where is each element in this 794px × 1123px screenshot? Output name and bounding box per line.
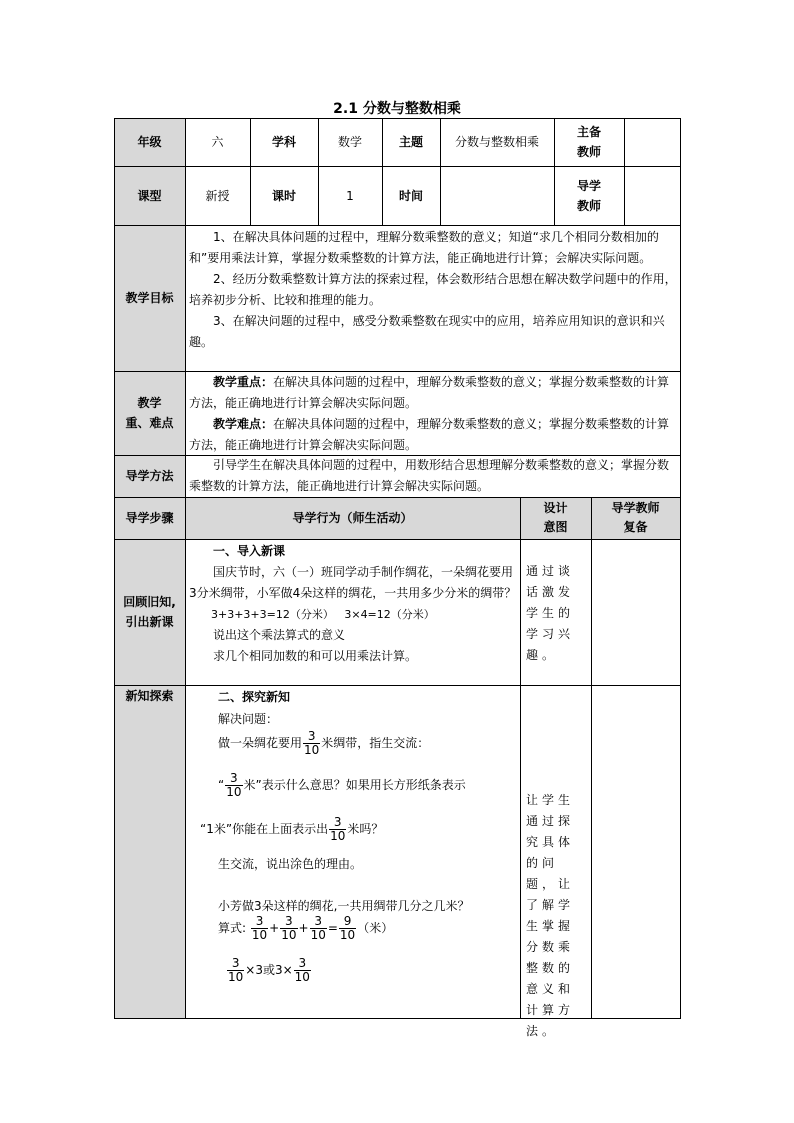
formula-label: 算式: (218, 921, 247, 935)
method-label: 导学方法 (125, 469, 174, 483)
topic-value: 分数与整数相乘 (454, 135, 539, 149)
numerator: 3 (225, 772, 242, 786)
difficult-title: 教学难点： (213, 417, 274, 431)
section1-label (114, 539, 185, 685)
grade-label: 年级 (137, 135, 162, 149)
numerator: 3 (310, 915, 327, 929)
keypoints-label-line1: 教学 (137, 396, 162, 410)
fraction-3-10 (251, 915, 268, 942)
goals-label: 教学目标 (125, 291, 174, 305)
multiplication-formula (226, 957, 312, 984)
guide-teacher-label: 导学教师 (576, 178, 601, 213)
rule (185, 118, 186, 1019)
numerator: 3 (251, 915, 268, 929)
intent-col-label (520, 497, 591, 539)
rule (114, 539, 681, 540)
denominator: 10 (310, 928, 326, 942)
ribbon-line-text-b: 米绸带，指生交流： (321, 736, 430, 750)
review-col-line2: 复备 (623, 520, 648, 534)
rule (114, 685, 681, 686)
guide-teacher-value (624, 166, 680, 225)
denominator: 10 (226, 785, 242, 799)
rule (114, 1018, 681, 1019)
topic-label: 主题 (398, 135, 423, 149)
ribbon-line-text-a: 做一朵绸花要用 (218, 736, 303, 750)
lead-teacher-label: 主备教师 (576, 125, 601, 159)
denominator: 10 (228, 970, 244, 984)
denominator: 10 (294, 970, 310, 984)
keypoints-label (114, 371, 185, 455)
fraction-3-10 (280, 915, 297, 942)
section1-label-line2: 引出新课 (125, 615, 174, 629)
equals-sign: = (327, 921, 338, 935)
numerator: 9 (339, 915, 356, 929)
numerator: 3 (280, 915, 297, 929)
lead-teacher-value (624, 118, 680, 166)
rule (520, 497, 521, 1019)
section2-label: 新知探索 (125, 689, 174, 703)
section1-problem: 国庆节时，六（一）班同学动手制作绸花，一朵绸花要用3分米绸带，小军做4朵这样的绸花，一共用多少分米的绸带？ (189, 565, 517, 600)
fraction-3-10 (303, 730, 320, 757)
subject-label: 学科 (271, 135, 296, 149)
section2-heading: 二、探究新知 (218, 690, 291, 704)
key-title: 教学重点： (213, 375, 274, 389)
period-label: 课时 (271, 188, 296, 203)
rule (591, 497, 592, 1019)
numerator: 3 (294, 957, 311, 971)
fraction-3-10 (329, 816, 346, 843)
keypoints-label-line2: 重、难点 (125, 416, 174, 430)
addition-formula (218, 915, 393, 942)
unit-meter: （米） (357, 921, 394, 935)
denominator: 10 (339, 928, 356, 942)
rule (680, 118, 681, 1019)
denominator: 10 (330, 829, 346, 843)
paper-strip-text-a: “1米”你能在上面表示出 (200, 822, 329, 836)
fraction-3-10 (294, 957, 311, 984)
activity-col-label: 导学行为（师生活动） (292, 511, 413, 525)
shade-section2 (114, 685, 185, 1018)
denominator: 10 (304, 743, 320, 757)
meaning-question-line (218, 772, 466, 799)
fraction-3-10 (310, 915, 327, 942)
difficult-point (189, 414, 678, 456)
section1-text (189, 541, 517, 667)
type-value: 新授 (205, 188, 230, 203)
numerator: 3 (303, 730, 320, 744)
grade-value: 六 (211, 135, 224, 149)
times-three-text: ×3或3× (245, 963, 293, 977)
subject-value: 数学 (337, 135, 362, 149)
review-col-line1: 导学教师 (611, 501, 660, 515)
solve-problem-label: 解决问题： (218, 712, 279, 726)
goal-3: 3、在解决问题的过程中，感受分数乘整数在现实中的应用，培养应用知识的意识和兴趣。 (189, 314, 665, 349)
goals-text (189, 227, 678, 353)
three-flowers-question: 小芳做3朵这样的绸花,一共用绸带几分之几米？ (218, 899, 470, 913)
section1-intent: 通过谈话激发学生的学习兴趣。 (526, 564, 575, 662)
plus-sign: + (298, 921, 309, 935)
plus-sign: + (269, 921, 280, 935)
paper-strip-line (200, 816, 383, 843)
denominator: 10 (251, 928, 268, 942)
goal-1: 1、在解决具体问题的过程中，理解分数乘整数的意义；知道“求几个相同分数相加的和”要用乘法计算，掌握分数乘整数的计算方法，能正确地进行计算；会解决实际问题。 (189, 230, 659, 265)
shading-reason-line: 生交流，说出涂色的理由。 (218, 857, 363, 871)
fraction-9-10 (339, 915, 356, 942)
section1-calc: 3+3+3+3=12（分米） 3×4=12（分米） (211, 608, 435, 621)
key-text: 在解决具体问题的过程中，理解分数乘整数的意义；掌握分数乘整数的计算方法，能正确地进行计算会解决实际问题。 (189, 375, 670, 410)
section1-label-line1: 回顾旧知, (123, 595, 176, 609)
numerator: 3 (329, 816, 346, 830)
section2-intent: 让学生通过探究具体的问题，让了解学生掌握分数乘整数的意义和计算方法。 (526, 793, 575, 1038)
paper-strip-text-b: 米吗？ (347, 822, 384, 836)
intent-col-line1: 设计 (543, 501, 568, 515)
time-label: 时间 (398, 188, 423, 203)
fraction-3-10 (225, 772, 242, 799)
ribbon-line (218, 730, 429, 757)
difficult-text: 在解决具体问题的过程中，理解分数乘整数的意义；掌握分数乘整数的计算方法，能正确地进行计算会解决实际问题。 (189, 417, 670, 452)
quote-open: “ (218, 778, 225, 792)
method-text (189, 455, 678, 497)
denominator: 10 (281, 928, 297, 942)
document-title: 2.1 分数与整数相乘 (333, 101, 461, 117)
fraction-3-10 (227, 957, 244, 984)
review-col-label (591, 497, 680, 539)
method-paragraph: 引导学生在解决具体问题的过程中，用数形结合思想理解分数乘整数的意义；掌握分数乘整数的计算方法，能正确地进行计算会解决实际问题。 (189, 458, 670, 493)
period-value: 1 (346, 188, 354, 203)
key-point (189, 372, 678, 414)
type-label: 课型 (137, 188, 162, 203)
time-value (440, 166, 554, 225)
keypoints-text (189, 372, 678, 456)
goal-2: 2、经历分数乘整数计算方法的探索过程，体会数形结合思想在解决数学问题中的作用，培养初步分析、比较和推理的能力。 (189, 272, 677, 307)
steps-col-label: 导学步骤 (125, 511, 174, 525)
lesson-plan-table (114, 118, 681, 1038)
numerator: 3 (227, 957, 244, 971)
rule (114, 225, 681, 226)
section1-conclusion: 求几个相同加数的和可以用乘法计算。 (213, 649, 418, 663)
section1-heading: 一、导入新课 (213, 544, 286, 558)
section1-meaning: 说出这个乘法算式的意义 (213, 628, 346, 642)
intent-col-line2: 意图 (543, 520, 568, 534)
meaning-question-text: 米”表示什么意思？如果用长方形纸条表示 (243, 778, 466, 792)
